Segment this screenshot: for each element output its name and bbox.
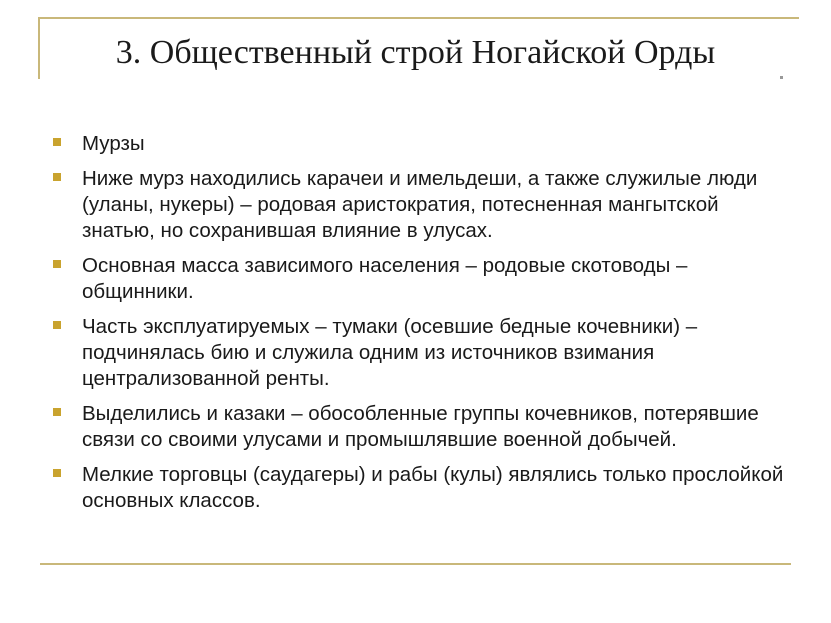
square-bullet-icon [53, 321, 61, 329]
bullet-text: Мелкие торговцы (саудагеры) и рабы (кулы) являлись только прослойкой основных классов. [82, 463, 784, 512]
square-bullet-icon [53, 260, 61, 268]
slide-title: 3. Общественный строй Ногайской Орды [115, 34, 716, 71]
bullet-item [50, 253, 790, 305]
square-bullet-icon [53, 408, 61, 416]
bullet-text: Ниже мурз находились карачеи и имельдеши, а также служилые люди (уланы, нукеры) – родовая аристократия, потесненная мангытской знатью, но сохранившая влияние в улусах. [82, 167, 758, 242]
bullet-item [50, 166, 790, 244]
bullet-text: Выделились и казаки – обособленные группы кочевников, потерявшие связи со своими улусами и промышлявшие военной добычей. [82, 402, 759, 451]
square-bullet-icon [53, 173, 61, 181]
square-bullet-icon [53, 138, 61, 146]
title-dot-decoration [780, 76, 783, 79]
bullet-item [50, 462, 790, 514]
bullet-text: Основная масса зависимого населения – родовые скотоводы – общинники. [82, 254, 688, 303]
bullet-text: Часть эксплуатируемых – тумаки (осевшие бедные кочевники) – подчинялась бию и служила одним из источников взимания централизованной ренты. [82, 315, 698, 390]
bullet-text: Мурзы [82, 132, 145, 155]
bullet-item [50, 131, 790, 157]
bullet-item [50, 314, 790, 392]
bullet-item [50, 401, 790, 453]
bullet-list [50, 131, 790, 523]
frame-bottom-line [40, 563, 791, 565]
frame-top-line [38, 17, 799, 19]
square-bullet-icon [53, 469, 61, 477]
